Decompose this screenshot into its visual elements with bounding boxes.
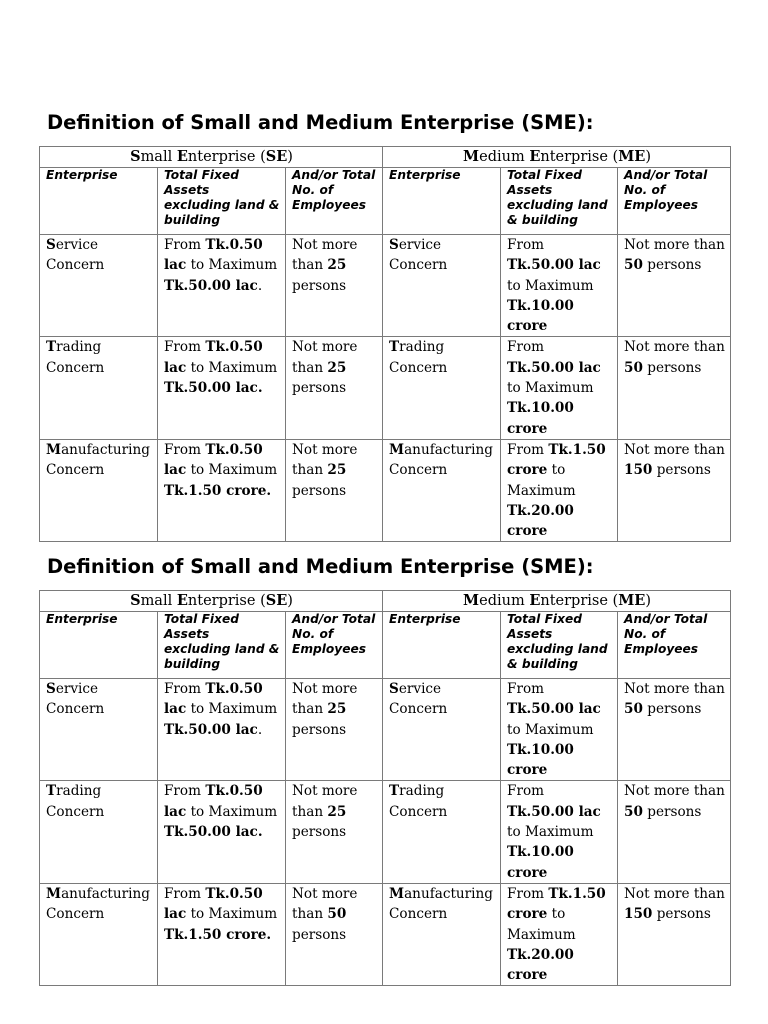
table-row xyxy=(40,235,731,337)
emphasis-text: Tk.20.00 crore xyxy=(507,946,574,984)
table-cell: From Tk.0.50 lac to Maximum Tk.50.00 lac. xyxy=(158,679,286,781)
table-cell: Service Concern xyxy=(40,235,158,337)
emphasis-text: 25 xyxy=(327,462,347,479)
table-row xyxy=(40,439,731,541)
emphasis-text: T xyxy=(46,783,57,800)
column-header-row xyxy=(40,168,731,235)
column-header: Total Fixed Assets excluding land & building xyxy=(158,612,286,679)
table-cell: Not more than 50 persons xyxy=(286,883,383,985)
emphasis-text: 25 xyxy=(327,257,347,274)
medium-enterprise-header: Medium Enterprise (ME) xyxy=(383,591,731,612)
emphasis-text: Tk.10.00 crore xyxy=(507,400,574,437)
emphasis-text: Tk.50.00 lac xyxy=(507,359,601,376)
emphasis-text: 150 xyxy=(624,906,653,923)
table-cell: Trading Concern xyxy=(40,337,158,439)
emphasis-text: Tk.0.50 lac xyxy=(164,237,263,274)
group-header-row xyxy=(40,147,731,168)
small-enterprise-header: Small Enterprise (SE) xyxy=(40,591,383,612)
emphasis-text: M xyxy=(305,111,326,134)
column-header: Total Fixed Assets excluding land & building xyxy=(158,168,286,235)
table-cell: Not more than 25 persons xyxy=(286,679,383,781)
table-row xyxy=(40,679,731,781)
emphasis-text: Tk.1.50 crore xyxy=(507,441,606,479)
table-cell: From Tk.50.00 lac to Maximum Tk.10.00 crore xyxy=(501,235,618,337)
table-cell: Not more than 150 persons xyxy=(618,883,731,985)
column-header: Total Fixed Assets excluding land & building xyxy=(501,168,618,235)
table-cell: Service Concern xyxy=(383,235,501,337)
table-cell: From Tk.50.00 lac to Maximum Tk.10.00 crore xyxy=(501,679,618,781)
emphasis-text: SE xyxy=(265,148,288,165)
emphasis-text: M xyxy=(46,885,62,902)
column-header: Enterprise xyxy=(40,612,158,679)
emphasis-text: 25 xyxy=(327,701,347,718)
emphasis-text: 25 xyxy=(327,803,347,820)
table-cell: From Tk.0.50 lac to Maximum Tk.1.50 crore. xyxy=(158,883,286,985)
emphasis-text: M xyxy=(305,555,326,578)
table-cell: From Tk.0.50 lac to Maximum Tk.50.00 lac. xyxy=(158,337,286,439)
emphasis-text: E xyxy=(399,111,414,134)
emphasis-text: Tk.0.50 lac xyxy=(164,885,263,923)
emphasis-text: 50 xyxy=(624,257,643,274)
emphasis-text: Tk.0.50 lac xyxy=(164,783,263,820)
emphasis-text: S xyxy=(389,681,399,697)
emphasis-text: M xyxy=(389,441,405,458)
emphasis-text: S xyxy=(130,592,141,609)
emphasis-text: ME xyxy=(618,148,646,165)
emphasis-text: SME xyxy=(530,111,577,134)
emphasis-text: S xyxy=(389,237,399,253)
table-cell: From Tk.0.50 lac to Maximum Tk.50.00 lac. xyxy=(158,781,286,883)
table-cell: Trading Concern xyxy=(40,781,158,883)
table-cell: Manufacturing Concern xyxy=(40,883,158,985)
emphasis-text: Tk.0.50 lac xyxy=(164,441,263,479)
column-header: Enterprise xyxy=(40,168,158,235)
table-cell: Not more than 50 persons xyxy=(618,781,731,883)
emphasis-text: SME xyxy=(530,555,577,578)
table-cell: From Tk.0.50 lac to Maximum Tk.1.50 crore. xyxy=(158,439,286,541)
column-header: And/or Total No. of Employees xyxy=(286,612,383,679)
sme-definition-section xyxy=(39,110,730,542)
table-cell: Manufacturing Concern xyxy=(40,439,158,541)
section-heading: Definition of Small and Medium Enterprise (SME): xyxy=(47,111,594,134)
emphasis-text: Tk.50.00 lac. xyxy=(164,380,263,397)
column-header: Enterprise xyxy=(383,612,501,679)
emphasis-text: 150 xyxy=(624,462,653,479)
emphasis-text: Tk.10.00 crore xyxy=(507,844,574,881)
table-row xyxy=(40,883,731,985)
table-cell: From Tk.50.00 lac to Maximum Tk.10.00 crore xyxy=(501,337,618,439)
emphasis-text: S xyxy=(130,148,141,165)
emphasis-text: S xyxy=(190,111,205,134)
column-header: And/or Total No. of Employees xyxy=(286,168,383,235)
table-cell: From Tk.1.50 crore to Maximum Tk.20.00 crore xyxy=(501,883,618,985)
medium-enterprise-header: Medium Enterprise (ME) xyxy=(383,147,731,168)
emphasis-text: 25 xyxy=(327,359,347,376)
emphasis-text: Tk.50.00 lac xyxy=(164,721,258,738)
emphasis-text: Tk.0.50 lac xyxy=(164,681,263,718)
table-row xyxy=(40,781,731,883)
emphasis-text: Tk.10.00 crore xyxy=(507,741,574,779)
emphasis-text: 50 xyxy=(624,701,643,718)
emphasis-text: ME xyxy=(618,592,646,609)
emphasis-text: E xyxy=(529,148,541,165)
section-heading: Definition of Small and Medium Enterprise (SME): xyxy=(47,555,594,578)
emphasis-text: Tk.1.50 crore. xyxy=(164,926,272,943)
table-cell: From Tk.0.50 lac to Maximum Tk.50.00 lac. xyxy=(158,235,286,337)
small-enterprise-header: Small Enterprise (SE) xyxy=(40,147,383,168)
table-cell: Not more than 25 persons xyxy=(286,439,383,541)
emphasis-text: E xyxy=(176,148,188,165)
emphasis-text: E xyxy=(176,592,188,609)
emphasis-text: M xyxy=(46,441,62,458)
emphasis-text: Tk.50.00 lac xyxy=(164,277,258,294)
emphasis-text: 50 xyxy=(624,359,643,376)
table-cell: Not more than 25 persons xyxy=(286,781,383,883)
table-cell: Trading Concern xyxy=(383,781,501,883)
emphasis-text: Tk.20.00 crore xyxy=(507,502,574,540)
emphasis-text: SE xyxy=(265,592,288,609)
table-cell: Trading Concern xyxy=(383,337,501,439)
emphasis-text: T xyxy=(389,339,400,356)
table-row xyxy=(40,337,731,439)
emphasis-text: S xyxy=(46,237,56,253)
emphasis-text: S xyxy=(46,681,56,697)
emphasis-text: S xyxy=(190,555,205,578)
column-header: Enterprise xyxy=(383,168,501,235)
emphasis-text: Tk.50.00 lac xyxy=(507,803,601,820)
column-header: And/or Total No. of Employees xyxy=(618,168,731,235)
emphasis-text: Tk.1.50 crore. xyxy=(164,482,272,499)
table-cell: Service Concern xyxy=(383,679,501,781)
sme-definition-table xyxy=(39,146,731,542)
column-header-row xyxy=(40,612,731,679)
table-cell: Not more than 25 persons xyxy=(286,337,383,439)
emphasis-text: Tk.50.00 lac. xyxy=(164,824,263,841)
column-header: And/or Total No. of Employees xyxy=(618,612,731,679)
sme-definition-table xyxy=(39,590,731,986)
sme-definition-section xyxy=(39,554,730,986)
emphasis-text: M xyxy=(463,592,480,609)
emphasis-text: Tk.10.00 crore xyxy=(507,297,574,335)
group-header-row xyxy=(40,591,731,612)
emphasis-text: E xyxy=(529,592,541,609)
emphasis-text: Tk.1.50 crore xyxy=(507,885,606,923)
table-cell: Not more than 25 persons xyxy=(286,235,383,337)
emphasis-text: T xyxy=(46,339,57,356)
emphasis-text: M xyxy=(463,148,480,165)
emphasis-text: M xyxy=(389,885,405,902)
table-cell: Not more than 50 persons xyxy=(618,337,731,439)
emphasis-text: E xyxy=(399,555,414,578)
emphasis-text: 50 xyxy=(624,803,643,820)
table-cell: Manufacturing Concern xyxy=(383,883,501,985)
emphasis-text: Tk.50.00 lac xyxy=(507,701,601,718)
emphasis-text: 50 xyxy=(327,906,347,923)
table-cell: Service Concern xyxy=(40,679,158,781)
table-cell: Manufacturing Concern xyxy=(383,439,501,541)
table-cell: From Tk.1.50 crore to Maximum Tk.20.00 crore xyxy=(501,439,618,541)
emphasis-text: Tk.50.00 lac xyxy=(507,257,601,274)
column-header: Total Fixed Assets excluding land & building xyxy=(501,612,618,679)
table-cell: Not more than 50 persons xyxy=(618,235,731,337)
table-cell: Not more than 50 persons xyxy=(618,679,731,781)
emphasis-text: Tk.0.50 lac xyxy=(164,339,263,376)
emphasis-text: T xyxy=(389,783,400,800)
table-cell: From Tk.50.00 lac to Maximum Tk.10.00 crore xyxy=(501,781,618,883)
table-cell: Not more than 150 persons xyxy=(618,439,731,541)
